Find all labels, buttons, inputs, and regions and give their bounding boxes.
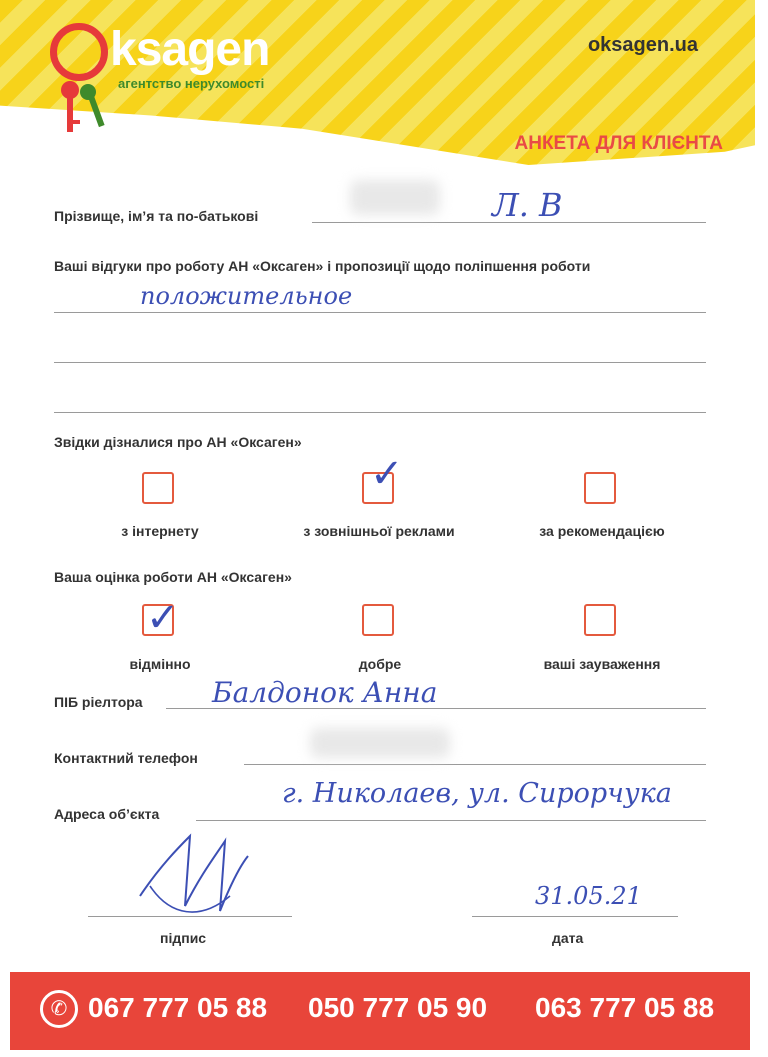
source-checkbox-recommendation[interactable] [584,472,616,504]
phone-number[interactable]: 067 777 05 88 [88,992,268,1023]
name-label: Прізвище, ім’я та по-батькові [54,208,259,224]
feedback-line-2 [54,362,706,363]
source-label: Звідки дізналися про АН «Оксаген» [54,434,302,450]
source-option-label: з зовнішньої реклами [303,523,455,539]
phone-line [244,764,706,765]
realtor-value[interactable]: Балдонок Анна [212,676,438,709]
feedback-label: Ваші відгуки про роботу АН «Оксаген» і пропозиції щодо поліпшення роботи [54,258,591,274]
source-option-label: за рекомендацією [539,523,665,539]
signature-label: підпис [160,930,207,946]
redacted-surname [350,180,440,215]
feedback-line-1 [54,312,706,313]
viber-phone-icon: ✆ [40,990,78,1028]
address-label: Адреса об’єкта [54,806,160,822]
phone-number[interactable]: 063 777 05 88 [535,992,715,1023]
date-label: дата [552,930,584,946]
rating-option-label: ваші зауваження [543,656,661,672]
source-checkbox-internet[interactable] [142,472,174,504]
feedback-line-3 [54,412,706,413]
rating-checkbox-good[interactable] [362,604,394,636]
address-value[interactable]: г. Николаев, ул. Сирорчука [282,778,672,809]
phone-number[interactable]: 050 777 05 90 [308,992,488,1023]
keys-icon [52,70,112,140]
logo-text: ksagen [110,23,270,76]
date-line [472,916,678,917]
rating-option-label: відмінно [129,656,191,672]
rating-label: Ваша оцінка роботи АН «Оксаген» [54,569,292,585]
rating-checkbox-remarks[interactable] [584,604,616,636]
realtor-label: ПІБ ріелтора [54,694,143,710]
address-line [196,820,706,821]
name-value[interactable]: Л. В [492,186,563,224]
tagline: агентство нерухомості [118,76,265,91]
footer-phones-bar [10,972,750,1050]
redacted-phone [310,728,450,758]
source-option-label: з інтернету [121,523,199,539]
signature-line [88,916,292,917]
feedback-value[interactable]: положительное [140,282,353,310]
checkmark-icon: ✓ [146,596,180,640]
checkmark-icon: ✓ [370,452,404,496]
handwritten-signature [130,826,270,926]
website-link[interactable]: oksagen.ua [587,34,698,56]
phone-label: Контактний телефон [54,750,198,766]
rating-option-label: добре [358,656,402,672]
date-value[interactable]: 31.05.21 [535,882,642,910]
form-title: АНКЕТА ДЛЯ КЛІЄНТА [514,133,723,154]
